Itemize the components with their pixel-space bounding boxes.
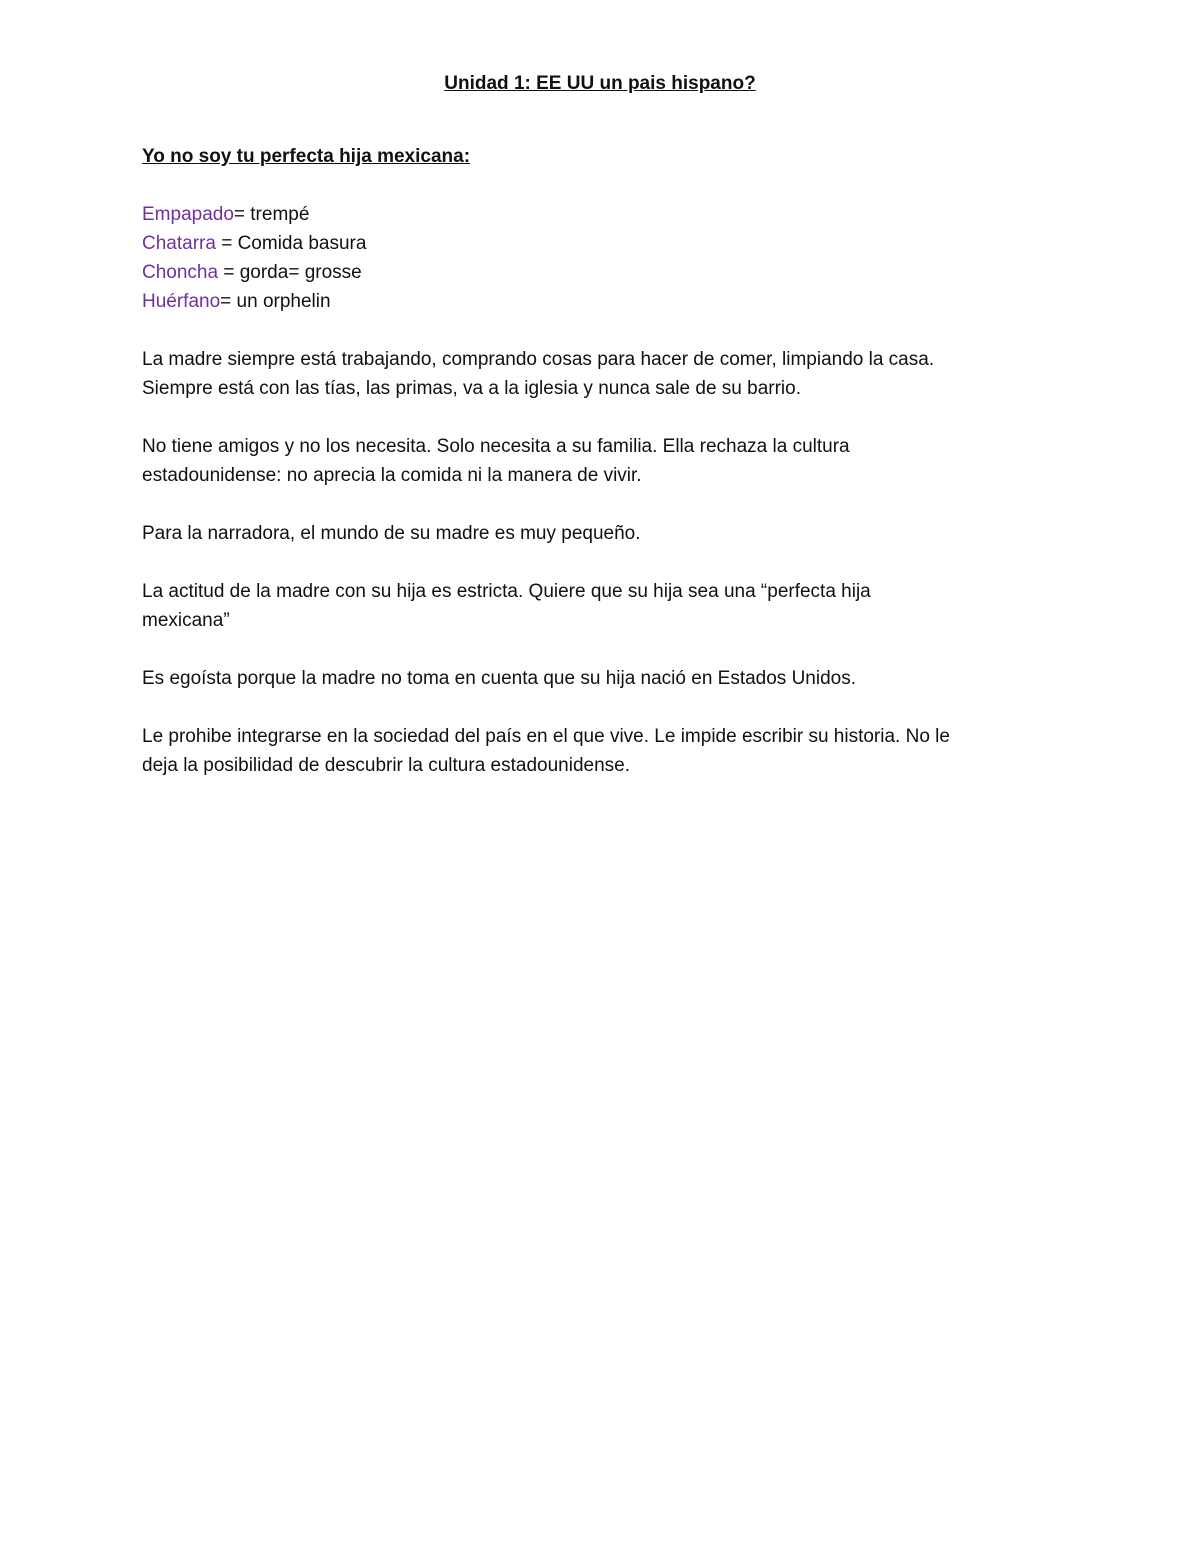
paragraph-actitud: [142, 577, 1062, 635]
paragraph-amigos-cultura: [142, 432, 1062, 490]
vocabulary-item: [142, 287, 1062, 316]
paragraph-line: estadounidense: no aprecia la comida ni la manera de vivir.: [142, 465, 642, 486]
paragraph-line: Para la narradora, el mundo de su madre es muy pequeño.: [142, 523, 641, 544]
section-subtitle: Yo no soy tu perfecta hija mexicana:: [142, 146, 471, 167]
vocabulary-separator: =: [215, 233, 238, 254]
paragraph-line: La actitud de la madre con su hija es estricta. Quiere que su hija sea una “perfecta hija: [142, 581, 871, 602]
vocabulary-separator: =: [233, 204, 251, 225]
vocabulary-definition: un orphelin: [236, 291, 331, 312]
paragraph-egoista: [142, 664, 1062, 693]
paragraph-prohibe: [142, 722, 1062, 780]
paragraph-line: mexicana”: [142, 610, 230, 631]
vocabulary-item: [142, 200, 1062, 229]
paragraph-line: Es egoísta porque la madre no toma en cuenta que su hija nació en Estados Unidos.: [142, 668, 857, 689]
document-content: [142, 142, 1062, 809]
vocabulary-definition: gorda= grosse: [239, 262, 362, 283]
document-title: Unidad 1: EE UU un pais hispano?: [444, 73, 756, 94]
vocabulary-separator: =: [218, 262, 240, 283]
paragraph-narradora: [142, 519, 1062, 548]
vocabulary-separator: =: [220, 291, 237, 312]
vocabulary-term: Choncha: [142, 262, 219, 283]
paragraph-line: La madre siempre está trabajando, comprando cosas para hacer de comer, limpiando la casa.: [142, 349, 935, 370]
vocabulary-definition: trempé: [250, 204, 310, 225]
vocabulary-term: Empapado: [142, 204, 234, 225]
vocabulary-definition: Comida basura: [237, 233, 367, 254]
paragraph-line: Siempre está con las tías, las primas, va a la iglesia y nunca sale de su barrio.: [142, 378, 801, 399]
paragraph-madre-rutina: [142, 345, 1062, 403]
paragraph-line: No tiene amigos y no los necesita. Solo necesita a su familia. Ella rechaza la cultura: [142, 436, 850, 457]
paragraph-line: Le prohibe integrarse en la sociedad del país en el que vive. Le impide escribir su historia. No le: [142, 726, 950, 747]
vocabulary-item: [142, 229, 1062, 258]
vocabulary-list: [142, 200, 1062, 316]
paragraph-line: deja la posibilidad de descubrir la cultura estadounidense.: [142, 755, 630, 776]
vocabulary-item: [142, 258, 1062, 287]
vocabulary-term: Chatarra: [142, 233, 216, 254]
vocabulary-term: Huérfano: [142, 291, 221, 312]
